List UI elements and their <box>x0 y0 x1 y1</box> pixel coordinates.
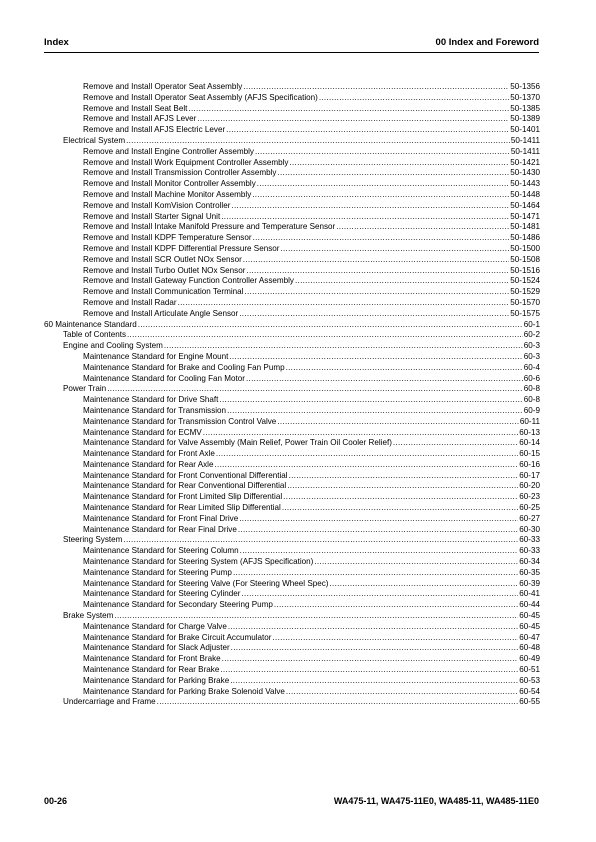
toc-entry-title: Maintenance Standard for Rear Axle <box>83 459 214 469</box>
toc-entry[interactable] <box>44 320 540 331</box>
toc-entry[interactable] <box>44 147 540 158</box>
toc-entry-title: Maintenance Standard for Rear Final Drive <box>83 524 237 534</box>
toc-entry[interactable] <box>44 622 540 633</box>
toc-entry-title: Remove and Install Gateway Function Controller Assembly <box>83 276 294 286</box>
dot-leader <box>220 665 518 676</box>
toc-entry-title: Remove and Install Machine Monitor Assembly <box>83 189 252 199</box>
toc-entry[interactable] <box>44 136 540 147</box>
toc-entry-title: Remove and Install KomVision Controller <box>83 200 231 210</box>
toc-entry-title: Table of Contents <box>63 330 126 340</box>
toc-entry[interactable] <box>44 665 540 676</box>
toc-entry-title: Maintenance Standard for Parking Brake Solenoid Valve <box>83 686 285 696</box>
toc-entry-title: Maintenance Standard for ECMV <box>83 427 202 437</box>
toc-entry[interactable] <box>44 697 540 708</box>
toc-entry-title: Remove and Install Engine Controller Assembly <box>83 146 254 156</box>
toc-entry[interactable] <box>44 589 540 600</box>
toc-entry[interactable] <box>44 212 540 223</box>
toc-entry-title: Maintenance Standard for Front Limited Slip Differential <box>83 492 283 502</box>
toc-entry-title: Maintenance Standard for Steering Cylinder <box>83 589 241 599</box>
dot-leader <box>157 697 519 708</box>
toc-entry[interactable] <box>44 492 540 503</box>
toc-entry-page: 60-27 <box>519 513 540 523</box>
dot-leader <box>216 449 518 460</box>
dot-leader <box>227 406 523 417</box>
toc-entry[interactable] <box>44 643 540 654</box>
toc-entry-page: 60-14 <box>519 438 540 448</box>
toc-entry-page: 60-33 <box>519 535 540 545</box>
toc-entry-page: 60-49 <box>519 654 540 664</box>
dot-leader <box>197 114 509 125</box>
toc-entry[interactable] <box>44 244 540 255</box>
dot-leader <box>228 622 518 633</box>
toc-entry[interactable] <box>44 352 540 363</box>
toc-entry-title: Maintenance Standard for Engine Mount <box>83 351 229 361</box>
toc-entry-page: 50-1500 <box>510 243 540 253</box>
dot-leader <box>393 438 518 449</box>
toc-entry-page: 60-51 <box>519 665 540 675</box>
footer-model-list: WA475-11, WA475-11E0, WA485-11, WA485-11E0 <box>333 796 539 806</box>
toc-entry-title: Remove and Install Starter Signal Unit <box>83 211 221 221</box>
toc-entry[interactable] <box>44 611 540 622</box>
toc-entry-page: 60-35 <box>519 567 540 577</box>
dot-leader <box>214 460 518 471</box>
toc-entry-title: Maintenance Standard for Steering Pump <box>83 567 232 577</box>
toc-entry[interactable] <box>44 374 540 385</box>
toc-entry[interactable] <box>44 114 540 125</box>
dot-leader <box>219 395 522 406</box>
toc-entry[interactable] <box>44 309 540 320</box>
dot-leader <box>274 600 518 611</box>
page-header <box>44 36 539 53</box>
toc-entry-title: Maintenance Standard for Steering Column <box>83 546 239 556</box>
toc-entry[interactable] <box>44 633 540 644</box>
toc-entry-page: 60-48 <box>519 643 540 653</box>
toc-entry-page: 60-41 <box>519 589 540 599</box>
toc-entry-page: 60-15 <box>519 449 540 459</box>
toc-entry[interactable] <box>44 687 540 698</box>
toc-entry[interactable] <box>44 233 540 244</box>
dot-leader <box>252 190 509 201</box>
dot-leader <box>314 557 518 568</box>
toc-entry-title: Maintenance Standard for Front Final Drive <box>83 513 239 523</box>
dot-leader <box>253 233 510 244</box>
toc-entry-page: 50-1570 <box>510 297 540 307</box>
toc-entry[interactable] <box>44 255 540 266</box>
toc-entry-page: 60-33 <box>519 546 540 556</box>
toc-entry-title: Maintenance Standard for Charge Valve <box>83 621 227 631</box>
toc-entry[interactable] <box>44 460 540 471</box>
toc-entry[interactable] <box>44 222 540 233</box>
dot-leader <box>283 492 518 503</box>
header-section-label: Index <box>44 37 69 48</box>
toc-entry-page: 60-53 <box>519 675 540 685</box>
toc-entry-title: Maintenance Standard for Front Conventional Differential <box>83 470 288 480</box>
toc-entry[interactable] <box>44 428 540 439</box>
toc-entry-page: 50-1486 <box>510 233 540 243</box>
toc-entry[interactable] <box>44 525 540 536</box>
dot-leader <box>240 546 519 557</box>
toc-entry-title: Remove and Install AFJS Electric Lever <box>83 125 226 135</box>
toc-entry[interactable] <box>44 417 540 428</box>
toc-entry-title: Remove and Install Operator Seat Assembly (AFJS Specification) <box>83 92 318 102</box>
header-chapter-title: 00 Index and Foreword <box>435 37 539 48</box>
toc-entry[interactable] <box>44 471 540 482</box>
toc-entry-page: 60-34 <box>519 557 540 567</box>
toc-entry[interactable] <box>44 449 540 460</box>
dot-leader <box>231 201 509 212</box>
toc-entry-page: 50-1575 <box>510 308 540 318</box>
toc-entry-title: Remove and Install SCR Outlet NOx Sensor <box>83 254 242 264</box>
toc-entry[interactable] <box>44 158 540 169</box>
toc-entry-title: Electrical System <box>63 135 126 145</box>
toc-entry-page: 50-1421 <box>510 157 540 167</box>
toc-entry-title: Remove and Install Turbo Outlet NOx Sensor <box>83 265 246 275</box>
toc-entry[interactable] <box>44 179 540 190</box>
toc-entry[interactable] <box>44 287 540 298</box>
toc-entry[interactable] <box>44 276 540 287</box>
toc-entry-page: 60-39 <box>519 578 540 588</box>
toc-entry-page: 60-3 <box>523 351 540 361</box>
toc-entry[interactable] <box>44 384 540 395</box>
toc-entry-title: Remove and Install Radar <box>83 297 177 307</box>
toc-entry-title: Maintenance Standard for Parking Brake <box>83 675 230 685</box>
toc-entry-page: 50-1411 <box>510 146 540 156</box>
toc-entry-page: 50-1443 <box>510 179 540 189</box>
toc-entry-page: 60-17 <box>519 470 540 480</box>
toc-entry-title: Maintenance Standard for Transmission <box>83 405 227 415</box>
dot-leader <box>289 471 519 482</box>
toc-entry-title: Remove and Install Operator Seat Assembly <box>83 82 243 91</box>
dot-leader <box>257 179 510 190</box>
dot-leader <box>286 363 523 374</box>
toc-entry-title: Remove and Install Communication Terminal <box>83 287 244 297</box>
toc-entry-title: Remove and Install Articulate Angle Sensor <box>83 308 239 318</box>
dot-leader <box>289 158 509 169</box>
toc-entry-page: 50-1448 <box>510 189 540 199</box>
toc-entry[interactable] <box>44 579 540 590</box>
toc-entry-title: Maintenance Standard for Front Axle <box>83 449 215 459</box>
toc-entry-page: 60-13 <box>519 427 540 437</box>
toc-entry-title: Remove and Install KDPF Temperature Sensor <box>83 233 252 243</box>
table-of-contents <box>44 82 540 708</box>
dot-leader <box>229 352 522 363</box>
dot-leader <box>239 514 518 525</box>
toc-entry-page: 60-11 <box>519 416 540 426</box>
footer-page-number: 00-26 <box>44 796 68 806</box>
toc-entry-title: Maintenance Standard for Cooling Fan Motor <box>83 373 245 383</box>
toc-entry-title: Maintenance Standard for Drive Shaft <box>83 395 219 405</box>
dot-leader <box>255 147 510 158</box>
toc-entry-title: Maintenance Standard for Front Brake <box>83 654 221 664</box>
toc-entry-title: Remove and Install Transmission Controller Assembly <box>83 168 277 178</box>
toc-entry[interactable] <box>44 125 540 136</box>
dot-leader <box>226 125 509 136</box>
dot-leader <box>231 643 519 654</box>
dot-leader <box>282 503 518 514</box>
dot-leader <box>243 255 509 266</box>
dot-leader <box>277 417 519 428</box>
toc-entry-page: 50-1529 <box>510 287 540 297</box>
dot-leader <box>233 568 518 579</box>
dot-leader <box>188 104 509 115</box>
dot-leader <box>107 384 523 395</box>
dot-leader <box>280 244 509 255</box>
toc-entry[interactable] <box>44 104 540 115</box>
toc-entry-page: 60-6 <box>523 373 540 383</box>
toc-entry[interactable] <box>44 93 540 104</box>
toc-entry-title: Brake System <box>63 611 114 621</box>
toc-entry-page: 60-55 <box>519 697 540 707</box>
toc-entry-page: 50-1516 <box>510 265 540 275</box>
dot-leader <box>222 654 519 665</box>
toc-entry-page: 60-44 <box>519 600 540 610</box>
toc-entry-page: 60-16 <box>519 459 540 469</box>
dot-leader <box>241 589 518 600</box>
toc-entry[interactable] <box>44 654 540 665</box>
toc-entry-page: 60-47 <box>519 632 540 642</box>
dot-leader <box>221 212 509 223</box>
dot-leader <box>319 93 509 104</box>
dot-leader <box>114 611 518 622</box>
toc-entry-page: 60-45 <box>519 611 540 621</box>
toc-entry[interactable] <box>44 82 540 93</box>
toc-entry-page: 50-1385 <box>510 103 540 113</box>
toc-entry-page: 60-20 <box>519 481 540 491</box>
toc-entry[interactable] <box>44 557 540 568</box>
dot-leader <box>126 136 510 147</box>
toc-entry-page: 60-9 <box>523 405 540 415</box>
dot-leader <box>273 633 519 644</box>
toc-entry-title: Remove and Install KDPF Differential Pressure Sensor <box>83 243 280 253</box>
toc-entry-page: 60-25 <box>519 503 540 513</box>
toc-entry[interactable] <box>44 600 540 611</box>
toc-entry-title: Engine and Cooling System <box>63 341 163 351</box>
dot-leader <box>138 320 523 331</box>
dot-leader <box>336 222 509 233</box>
toc-entry-page: 60-30 <box>519 524 540 534</box>
toc-entry-page: 60-8 <box>523 395 540 405</box>
toc-entry-page: 60-4 <box>523 362 540 372</box>
toc-entry-page: 50-1524 <box>510 276 540 286</box>
toc-entry-title: Maintenance Standard for Rear Brake <box>83 665 220 675</box>
toc-entry[interactable] <box>44 341 540 352</box>
toc-entry-page: 50-1464 <box>510 200 540 210</box>
dot-leader <box>277 168 509 179</box>
toc-entry-title: Remove and Install Intake Manifold Pressure and Temperature Sensor <box>83 222 336 232</box>
toc-entry[interactable] <box>44 190 540 201</box>
toc-entry-title: Maintenance Standard for Transmission Control Valve <box>83 416 277 426</box>
page-footer <box>44 796 539 810</box>
dot-leader <box>127 330 523 341</box>
toc-entry-page: 60-45 <box>519 621 540 631</box>
toc-entry[interactable] <box>44 168 540 179</box>
dot-leader <box>230 676 518 687</box>
toc-entry-page: 50-1481 <box>510 222 540 232</box>
toc-entry-page: 60-54 <box>519 686 540 696</box>
toc-entry-page: 50-1356 <box>510 82 540 91</box>
dot-leader <box>123 535 518 546</box>
dot-leader <box>164 341 523 352</box>
toc-entry[interactable] <box>44 330 540 341</box>
dot-leader <box>244 287 509 298</box>
toc-entry-title: Steering System <box>63 535 123 545</box>
toc-entry-title: Maintenance Standard for Brake Circuit Accumulator <box>83 632 272 642</box>
toc-entry[interactable] <box>44 406 540 417</box>
dot-leader <box>239 309 509 320</box>
toc-entry-page: 50-1389 <box>510 114 540 124</box>
toc-entry[interactable] <box>44 481 540 492</box>
toc-entry[interactable] <box>44 535 540 546</box>
toc-entry-page: 60-1 <box>523 319 540 329</box>
toc-entry-page: 60-8 <box>523 384 540 394</box>
dot-leader <box>330 579 519 590</box>
toc-entry[interactable] <box>44 201 540 212</box>
toc-entry[interactable] <box>44 363 540 374</box>
dot-leader <box>243 82 509 93</box>
toc-entry-title: Maintenance Standard for Valve Assembly (Main Relief, Power Train Oil Cooler Relief) <box>83 438 392 448</box>
toc-entry[interactable] <box>44 568 540 579</box>
toc-entry-title: Remove and Install Seat Belt <box>83 103 188 113</box>
dot-leader <box>246 374 523 385</box>
toc-entry-title: Maintenance Standard for Brake and Cooling Fan Pump <box>83 362 285 372</box>
dot-leader <box>295 276 509 287</box>
toc-entry-page: 50-1508 <box>510 254 540 264</box>
toc-entry-title: Maintenance Standard for Steering System (AFJS Specification) <box>83 557 314 567</box>
toc-entry[interactable] <box>44 298 540 309</box>
dot-leader <box>246 266 509 277</box>
toc-entry[interactable] <box>44 266 540 277</box>
toc-entry-page: 50-1401 <box>510 125 540 135</box>
toc-entry[interactable] <box>44 395 540 406</box>
toc-entry[interactable] <box>44 503 540 514</box>
toc-entry-page: 50-1430 <box>510 168 540 178</box>
toc-entry-page: 60-23 <box>519 492 540 502</box>
toc-entry-page: 50-1411 <box>510 135 540 145</box>
toc-entry-title: 60 Maintenance Standard <box>44 319 137 329</box>
toc-entry-title: Remove and Install AFJS Lever <box>83 114 197 124</box>
dot-leader <box>238 525 518 536</box>
dot-leader <box>203 428 519 439</box>
toc-entry-title: Maintenance Standard for Rear Limited Slip Differential <box>83 503 281 513</box>
toc-entry-title: Maintenance Standard for Rear Conventional Differential <box>83 481 287 491</box>
toc-entry-title: Remove and Install Work Equipment Controller Assembly <box>83 157 289 167</box>
toc-entry[interactable] <box>44 676 540 687</box>
toc-entry[interactable] <box>44 514 540 525</box>
toc-entry[interactable] <box>44 438 540 449</box>
toc-entry-title: Power Train <box>63 384 107 394</box>
toc-entry-page: 50-1370 <box>510 92 540 102</box>
toc-entry-title: Maintenance Standard for Slack Adjuster <box>83 643 230 653</box>
dot-leader <box>178 298 510 309</box>
toc-entry-title: Maintenance Standard for Secondary Steering Pump <box>83 600 273 610</box>
toc-entry-page: 50-1471 <box>510 211 540 221</box>
toc-entry-title: Remove and Install Monitor Controller Assembly <box>83 179 256 189</box>
toc-entry-title: Undercarriage and Frame <box>63 697 156 707</box>
toc-entry-title: Maintenance Standard for Steering Valve (For Steering Wheel Spec) <box>83 578 329 588</box>
dot-leader <box>287 481 518 492</box>
dot-leader <box>286 687 518 698</box>
toc-entry[interactable] <box>44 546 540 557</box>
toc-entry-page: 60-3 <box>523 341 540 351</box>
toc-entry-page: 60-2 <box>523 330 540 340</box>
